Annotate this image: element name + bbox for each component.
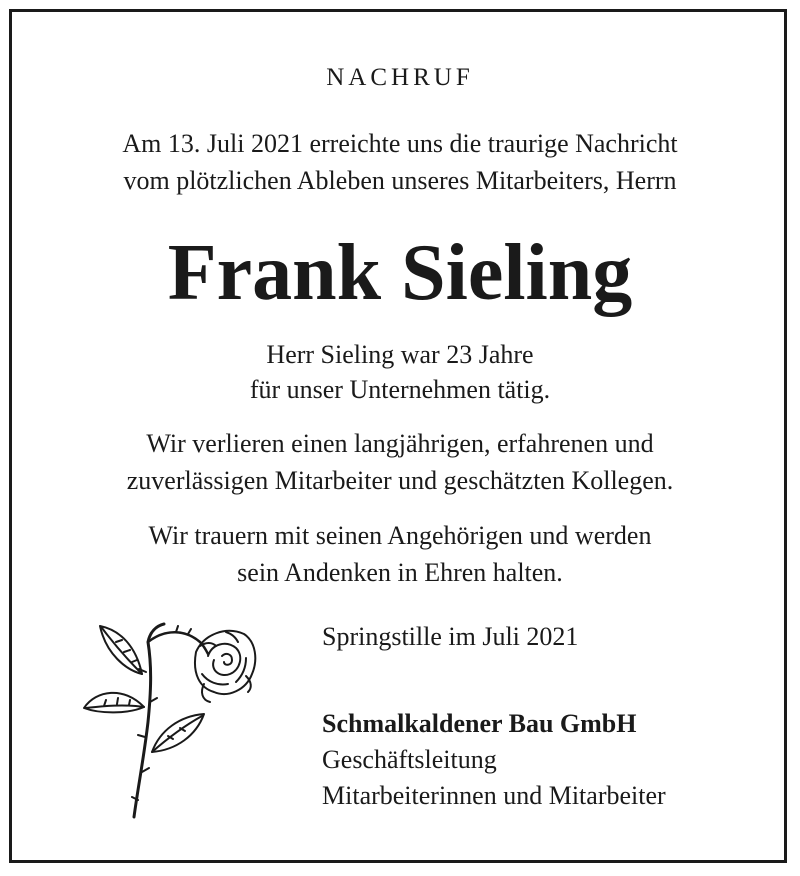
tribute-line-1: Wir verlieren einen langjährigen, erfahrenen und [146, 429, 654, 458]
tenure-line-2: für unser Unternehmen tätig. [249, 375, 551, 404]
mourning-line-1: Wir trauern mit seinen Angehörigen und werden [148, 521, 652, 550]
intro-line-2: vom plötzlichen Ableben unseres Mitarbeiters, Herrn [123, 166, 677, 195]
notice-heading: NACHRUF [326, 64, 474, 91]
signer-staff: Mitarbeiterinnen und Mitarbeiter [322, 781, 666, 810]
signer-management: Geschäftsleitung [322, 745, 497, 774]
tenure-paragraph [0, 337, 800, 407]
rose-drawing-icon [76, 612, 260, 822]
signature-block [322, 706, 666, 814]
mourning-line-2: sein Andenken in Ehren halten. [237, 558, 563, 587]
tribute-paragraph [0, 425, 800, 499]
mourning-paragraph [0, 517, 800, 591]
company-name: Schmalkaldener Bau GmbH [322, 709, 637, 738]
deceased-name: Frank Sieling [167, 229, 633, 317]
tenure-line-1: Herr Sieling war 23 Jahre [266, 340, 534, 369]
intro-text [0, 125, 800, 199]
place-date: Springstille im Juli 2021 [322, 622, 579, 651]
tribute-line-2: zuverlässigen Mitarbeiter und geschätzten Kollegen. [126, 466, 674, 495]
intro-line-1: Am 13. Juli 2021 erreichte uns die traurige Nachricht [122, 129, 678, 158]
